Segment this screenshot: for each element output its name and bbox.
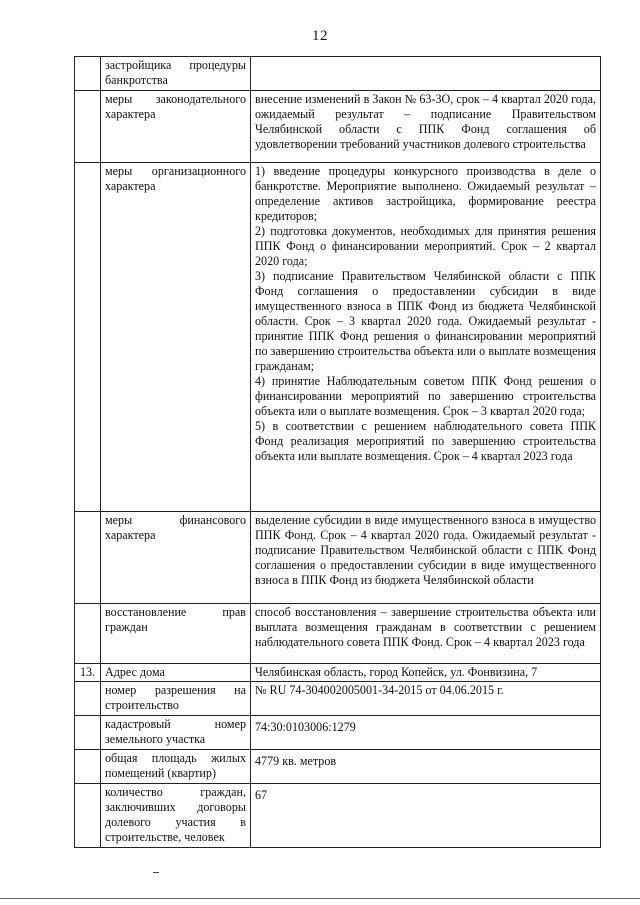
table-row	[75, 604, 601, 664]
row-label-permit-number: номер разрешения на строительство	[101, 682, 251, 716]
measure-item-5: 5) в соответствии с решением наблюдательного совета ППК Фонд реализация мероприятий по завершению строительства объекта или выплате возмещения. Срок – 4 квартал 2023 года	[255, 419, 596, 463]
row-value-empty	[251, 57, 601, 91]
table-row	[75, 664, 601, 682]
row-number-cell	[75, 57, 101, 91]
row-number-cell	[75, 512, 101, 604]
paragraph: выделение субсидии в виде имущественного взноса в имущество ППК Фонд. Срок – 4 квартал 2020 года. Ожидаемый результат - подписание Правительством Челябинской области с ППК Фонд соглашения о предоставлении субсидии в виде имущественного взноса в ППК Фонд из бюджета Челябинской области	[255, 513, 596, 587]
row-label-organizational-measures: меры организационного характера	[101, 163, 251, 512]
row-value-living-area	[251, 750, 601, 784]
row-number-cell	[75, 91, 101, 163]
row-label-house-address: Адрес дома	[101, 664, 251, 682]
page-bottom-edge	[0, 898, 640, 899]
table-row	[75, 750, 601, 784]
row-label-rights-restoration: восстановление прав граждан	[101, 604, 251, 664]
paragraph: 67	[255, 788, 268, 802]
row-value-legislative-measures	[251, 91, 601, 163]
measure-item-1: 1) введение процедуры конкурсного производства в деле о банкротстве. Мероприятие выполнено. Ожидаемый результат – определение активов застройщика, формирование реестра кредиторов;	[255, 164, 596, 223]
row-number-cell	[75, 750, 101, 784]
row-label-cadastral-number: кадастровый номер земельного участка	[101, 716, 251, 750]
row-number-cell	[75, 163, 101, 512]
scan-mark	[153, 872, 159, 873]
row-number-cell: 13.	[75, 664, 101, 682]
table-row	[75, 512, 601, 604]
table-row	[75, 716, 601, 750]
measure-item-2: 2) подготовка документов, необходимых для принятия решения ППК Фонд о финансировании мероприятий. Срок – 2 квартал 2020 года;	[255, 224, 596, 268]
paragraph: способ восстановления – завершение строительства объекта или выплата возмещения гражданам в соответствии с решением наблюдательного совета ППК Фонд. Срок – 4 квартал 2023 года	[255, 605, 596, 649]
project-info-table	[74, 56, 601, 848]
table-row	[75, 163, 601, 512]
table-row	[75, 682, 601, 716]
measure-item-4: 4) принятие Наблюдательным советом ППК Фонд решения о финансировании мероприятий по завершению строительства объекта или о выплате возмещения. Срок – 3 квартал 2020 года;	[255, 374, 596, 418]
row-value-organizational-measures	[251, 163, 601, 512]
row-value-house-address	[251, 664, 601, 682]
row-value-rights-restoration	[251, 604, 601, 664]
row-value-cadastral-number	[251, 716, 601, 750]
row-label-citizens-count: количество граждан, заключивших договоры долевого участия в строительстве, человек	[101, 784, 251, 848]
table-row	[75, 784, 601, 848]
paragraph: 4779 кв. метров	[255, 754, 337, 768]
measure-item-3: 3) подписание Правительством Челябинской области с ППК Фонд соглашения о предоставлении субсидии в виде имущественного взноса в ППК Фонд из бюджета Челябинской области. Срок – 3 квартал 2020 года. Ожидаемый результат - принятие ППК Фонд решения о финансировании мероприятий по завершению строительства объекта или о выплате возмещения гражданам;	[255, 269, 596, 373]
paragraph: № RU 74-304002005001-34-2015 от 04.06.2015 г.	[255, 683, 504, 697]
row-value-citizens-count	[251, 784, 601, 848]
row-label-living-area: общая площадь жилых помещений (квартир)	[101, 750, 251, 784]
row-number-cell	[75, 604, 101, 664]
row-value-financial-measures	[251, 512, 601, 604]
row-number-cell	[75, 716, 101, 750]
paragraph: внесение изменений в Закон № 63-ЗО, срок – 4 квартал 2020 года, ожидаемый результат – подписание Правительством Челябинской области с ППК Фонд соглашения об удовлетворении требований участников долевого строительства	[255, 92, 596, 151]
table-row	[75, 57, 601, 91]
row-value-permit-number	[251, 682, 601, 716]
page-number: 12	[312, 28, 328, 44]
row-label-developer-bankruptcy: застройщика процедуры банкротства	[101, 57, 251, 91]
row-label-financial-measures: меры финансового характера	[101, 512, 251, 604]
row-number-cell	[75, 784, 101, 848]
table-row	[75, 91, 601, 163]
paragraph: 74:30:0103006:1279	[255, 720, 356, 734]
row-label-legislative-measures: меры законодательного характера	[101, 91, 251, 163]
paragraph: Челябинская область, город Копейск, ул. Фонвизина, 7	[255, 665, 538, 679]
row-number-cell	[75, 682, 101, 716]
